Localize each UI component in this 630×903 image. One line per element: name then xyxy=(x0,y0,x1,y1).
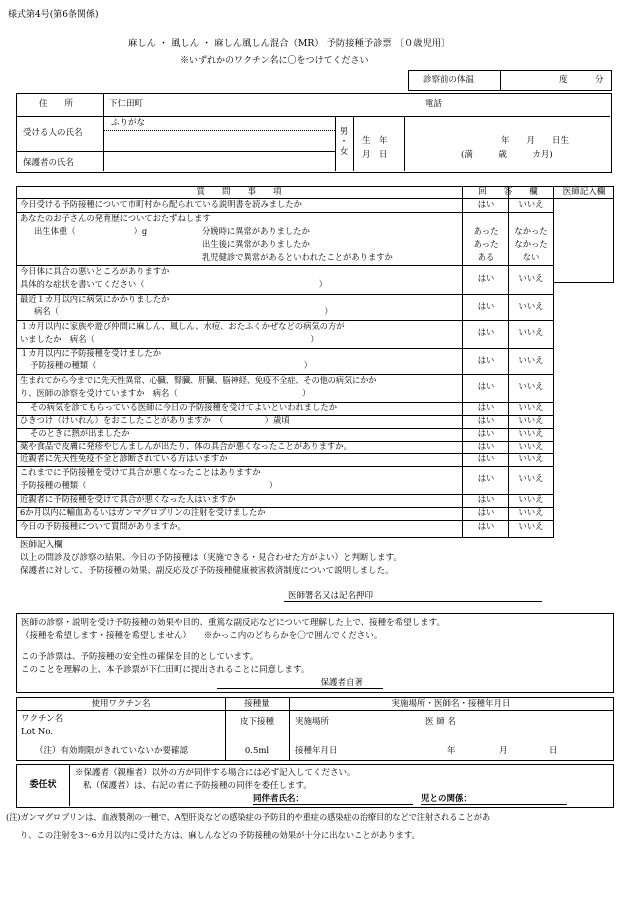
q15-no[interactable]: いいえ xyxy=(518,507,544,517)
questionnaire-table xyxy=(16,186,614,538)
illness-field[interactable]: 病名（ ） xyxy=(34,306,333,316)
vaccine-name-label: ワクチン名 xyxy=(21,714,64,724)
temperature-minute: 分 xyxy=(595,75,604,85)
address-label: 住 所 xyxy=(39,99,74,109)
question-2-checkup: 乳児健診で異常があるといわれたことがありますか xyxy=(202,252,393,262)
consent-line-1: 医師の診察・説明を受け予防接種の効果や目的、重篤な副反応などについて理解した上で、接種を希望します。 xyxy=(21,618,445,628)
lot-number-label: Lot No. xyxy=(21,727,53,737)
footnote-line-1: (注)ガンマグロブリンは、血液製剤の一種で、A型肝炎などの感染症の予防目的や重症の感染症の治療目的などで注射されることがあ xyxy=(6,812,491,822)
question-2: あなたのお子さんの発育歴についておたずねします xyxy=(20,213,211,223)
q3-no[interactable]: いいえ xyxy=(518,273,544,283)
q10-no[interactable]: いいえ xyxy=(518,428,544,438)
question-14: 近親者に予防接種を受けて具合が悪くなった人はいますか xyxy=(20,494,236,504)
date-year: 年 xyxy=(447,746,456,756)
q2c-no[interactable]: ない xyxy=(522,252,540,262)
doctor-signature[interactable]: 医師署名又は記名押印 xyxy=(284,591,542,602)
question-2-after-birth: 出生後に異常がありましたか xyxy=(202,239,310,249)
question-16: 今日の予防接種について質問がありますか。 xyxy=(20,521,186,531)
disease-field[interactable]: り、医師の診察を受けていますか 病名（ ） xyxy=(20,388,311,398)
vaccine-header-name: 使用ワクチン名 xyxy=(91,699,151,709)
question-6: １カ月以内に予防接種を受けましたか xyxy=(20,348,162,358)
form-number: 様式第4号(第6条関係) xyxy=(8,10,99,20)
q12-no[interactable]: いいえ xyxy=(518,453,544,463)
guardian-name-label: 保護者の氏名 xyxy=(23,158,75,168)
q1-no[interactable]: いいえ xyxy=(518,199,544,209)
consent-box xyxy=(16,613,614,693)
q14-yes[interactable]: はい xyxy=(477,494,495,504)
question-8: その病気を診てもらっている医師に今日の予防接種を受けてよいといわれましたか xyxy=(30,402,337,412)
age-field[interactable]: (満 歳 カ月) xyxy=(461,150,553,160)
doctor-name-label: 医 師 名 xyxy=(425,717,456,727)
injection-dose: 0.5ml xyxy=(244,746,270,756)
question-2-delivery: 分娩時に異常がありましたか xyxy=(202,226,310,236)
q9-no[interactable]: いいえ xyxy=(518,415,544,425)
question-15: 6か月以内に輸血あるいはガンマグロブリンの注射を受けましたか xyxy=(20,507,266,517)
consent-choice[interactable]: （接種を希望します・接種を希望しません） ※かっこ内のどちらかを〇で囲んでください。 xyxy=(21,631,383,641)
q13-yes[interactable]: はい xyxy=(477,473,495,483)
q2c-yes[interactable]: ある xyxy=(477,252,495,262)
vaccine-header-dose: 接種量 xyxy=(244,699,270,709)
q5-no[interactable]: いいえ xyxy=(518,327,544,337)
guardian-signature[interactable]: 保護者自著 xyxy=(217,678,383,689)
delegation-box xyxy=(16,764,614,808)
q13-no[interactable]: いいえ xyxy=(518,473,544,483)
question-4: 最近１カ月以内に病気にかかりましたか xyxy=(20,294,170,304)
vaccine-header-place: 実施場所・医師名・接種年月日 xyxy=(391,699,511,709)
question-11: 薬や食品で皮膚に発疹やじんましんが出たり、体の具合が悪くなったことがありますか。 xyxy=(20,441,352,451)
question-13: これまでに予防接種を受けて具合が悪くなったことはありますか xyxy=(20,467,261,477)
place-label: 実施場所 xyxy=(295,717,330,727)
header-question: 質 問 事 項 xyxy=(196,187,282,197)
header-doctor: 医師記入欄 xyxy=(562,187,606,197)
sex-label[interactable]: 男 ・ 女 xyxy=(339,127,349,157)
temperature-degree: 度 xyxy=(559,75,568,85)
relationship-field[interactable]: 児との関係： xyxy=(421,794,567,805)
q3-yes[interactable]: はい xyxy=(477,273,495,283)
q16-yes[interactable]: はい xyxy=(477,521,495,531)
question-9: ひきつけ（けいれん）をおこしたことがありますか （ ）歳頃 xyxy=(20,415,290,425)
delegation-statement: 私（保護者）は、右記の者に予防接種の同伴を委任します。 xyxy=(83,781,312,791)
vaccine-table xyxy=(16,697,614,761)
question-7: 生まれてから今までに先天性異常、心臓、腎臓、肝臓、脳神経、免疫不全症、その他の病気にかか xyxy=(20,375,377,385)
q2b-no[interactable]: なかった xyxy=(514,239,548,249)
address-value[interactable]: 下仁田町 xyxy=(109,99,144,109)
birth-date[interactable]: 年 月 日生 xyxy=(501,136,570,146)
delegation-instruction: ※保護者（親権者）以外の方が同伴する場合には必ず記入してください。 xyxy=(75,768,356,778)
child-name-label: 受ける人の氏名 xyxy=(23,128,83,138)
form-title: 麻しん ・ 風しん ・ 麻しん風しん混合（MR） 予防接種予診票 〔０歳児用〕 xyxy=(128,38,451,49)
temperature-label: 診察前の体温 xyxy=(423,75,475,85)
question-1: 今日受ける予防接種について市町村から配られている説明書を読みましたか xyxy=(20,199,302,209)
q15-yes[interactable]: はい xyxy=(477,507,495,517)
doctor-section-title: 医師記入欄 xyxy=(20,540,63,550)
q6-yes[interactable]: はい xyxy=(477,355,495,365)
vaccine-note: ※いずれかのワクチン名に〇をつけてください xyxy=(180,56,369,66)
footnote-line-2: り、この注射を3～6カ月以内に受けた方は、麻しんなどの予防接種の効果が十分に出ないことがあります。 xyxy=(20,830,420,840)
q2b-yes[interactable]: あった xyxy=(473,239,499,249)
date-month: 月 xyxy=(499,746,508,756)
q4-yes[interactable]: はい xyxy=(477,301,495,311)
header-answer: 回 答 欄 xyxy=(478,187,538,197)
q8-yes[interactable]: はい xyxy=(477,402,495,412)
q14-no[interactable]: いいえ xyxy=(518,494,544,504)
question-10: そのときに熱が出ましたか xyxy=(30,428,130,438)
injection-method: 皮下接種 xyxy=(239,717,274,727)
delegation-label: 委任状 xyxy=(29,780,57,790)
doctor-explanation: 保護者に対して、予防接種の効果、副反応及び予防接種健康被害救済制度について説明しました。 xyxy=(20,566,394,576)
question-12: 近親者に先天性免疫不全と診断されている方はいますか xyxy=(20,453,228,463)
q16-no[interactable]: いいえ xyxy=(518,521,544,531)
vaccination-date-label: 接種年月日 xyxy=(295,746,338,756)
question-3: 今日体に具合の悪いところがありますか xyxy=(20,266,170,276)
adverse-vaccine-field[interactable]: 予防接種の種類（ ） xyxy=(20,480,278,490)
q12-yes[interactable]: はい xyxy=(477,453,495,463)
companion-name-field[interactable]: 同伴者氏名： xyxy=(253,794,413,805)
q11-no[interactable]: いいえ xyxy=(518,441,544,451)
personal-info-table xyxy=(16,93,612,173)
doctor-judgement[interactable]: 以上の問診及び診察の結果、今日の予防接種は（実施できる・見合わせた方がよい）と判断します。 xyxy=(20,553,402,563)
consent-line-3: この予診票は、予防接種の安全性の確保を目的としています。 xyxy=(21,652,259,662)
q2a-yes[interactable]: あった xyxy=(473,226,499,236)
symptom-field[interactable]: 具体的な症状を書いてください（ ） xyxy=(20,279,327,289)
recent-vaccine-field[interactable]: 予防接種の種類（ ） xyxy=(30,360,313,370)
q7-no[interactable]: いいえ xyxy=(518,381,544,391)
birth-weight-field[interactable]: 出生体重（ ）g xyxy=(34,226,148,236)
temperature-box xyxy=(408,70,612,91)
q5-yes[interactable]: はい xyxy=(477,327,495,337)
question-5: １カ月以内に家族や遊び仲間に麻しん、風しん、水痘、おたふくかぜなどの病気の方が xyxy=(20,321,345,331)
q2a-no[interactable]: なかった xyxy=(514,226,548,236)
expiry-note: （注）有効期限がきれていないか要確認 xyxy=(35,746,189,756)
q10-yes[interactable]: はい xyxy=(477,428,495,438)
doctor-section xyxy=(16,538,614,608)
birth-label-a: 生 年 xyxy=(362,136,388,146)
q11-yes[interactable]: はい xyxy=(477,441,495,451)
phone-label: 電話 xyxy=(425,99,443,109)
q7-yes[interactable]: はい xyxy=(477,381,495,391)
furigana-label: ふりがな xyxy=(111,118,146,128)
q6-no[interactable]: いいえ xyxy=(518,355,544,365)
q9-yes[interactable]: はい xyxy=(477,415,495,425)
contact-illness-field[interactable]: いましたか 病名（ ） xyxy=(20,334,319,344)
consent-line-4: このことを理解の上、本予診票が下仁田町に提出されることに同意します。 xyxy=(21,665,310,675)
q1-yes[interactable]: はい xyxy=(477,199,495,209)
birth-label-b: 月 日 xyxy=(362,150,388,160)
date-day: 日 xyxy=(549,746,558,756)
q8-no[interactable]: いいえ xyxy=(518,402,544,412)
q4-no[interactable]: いいえ xyxy=(518,301,544,311)
